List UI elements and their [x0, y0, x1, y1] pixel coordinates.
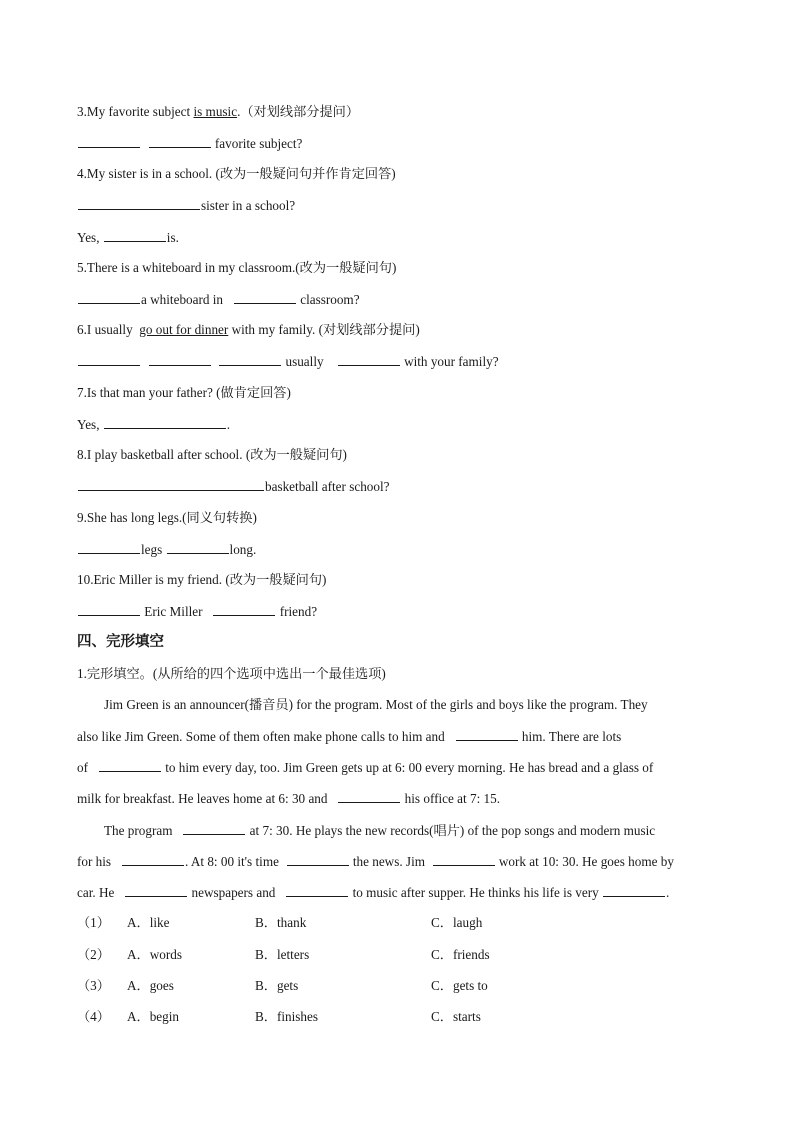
answer-blank[interactable]: [78, 196, 200, 210]
answer-blank[interactable]: [149, 352, 211, 366]
cloze-blank[interactable]: [603, 883, 665, 897]
answer-blank[interactable]: [219, 352, 281, 366]
cloze-blank[interactable]: [287, 852, 349, 866]
passage-line: [77, 727, 621, 746]
reply-end-text: .: [226, 417, 231, 432]
passage-text: at 7: 30. He plays the new records(唱片) of the pop songs and modern music: [249, 823, 656, 838]
q3-number: 3.: [77, 104, 87, 119]
answer-blank[interactable]: [78, 290, 140, 304]
answer-6-text: usually: [285, 354, 324, 369]
passage-line: [104, 821, 655, 840]
answer-blank[interactable]: [167, 540, 229, 554]
question-9: 9.She has long legs.(同义句转换): [77, 510, 257, 525]
cloze-blank[interactable]: [125, 883, 187, 897]
passage-text: to him every day, too. Jim Green gets up at 6: 00 every morning. He has bread and a glass of: [165, 760, 654, 775]
answer-6: [77, 352, 499, 371]
answer-blank[interactable]: [78, 540, 140, 554]
passage-text: work at 10: 30. He goes home by: [498, 854, 674, 869]
answer-blank[interactable]: [104, 228, 166, 242]
answer-10-end: friend?: [279, 604, 318, 619]
option-b[interactable]: B．gets: [255, 978, 299, 993]
answer-9: [77, 540, 256, 559]
passage-text: newspapers and: [191, 885, 276, 900]
answer-5-end: classroom?: [300, 292, 360, 307]
option-b[interactable]: B．thank: [255, 915, 307, 930]
passage-text: his office at 7: 15.: [404, 791, 501, 806]
passage-text: the news. Jim: [352, 854, 425, 869]
answer-9-text: legs: [141, 542, 163, 557]
option-c[interactable]: C．starts: [431, 1009, 481, 1024]
answer-blank[interactable]: [104, 415, 226, 429]
passage-text: to music after supper. He thinks his life is very: [352, 885, 599, 900]
passage-text: .: [666, 885, 670, 900]
option-number: （1）: [77, 915, 110, 930]
passage-text: milk for breakfast. He leaves home at 6: 30 and: [77, 791, 328, 806]
question-8: 8.I play basketball after school. (改为一般疑问句): [77, 447, 347, 462]
passage-line: [77, 852, 674, 871]
section-heading: 四、完形填空: [77, 634, 164, 650]
option-b[interactable]: B．finishes: [255, 1009, 319, 1024]
cloze-blank[interactable]: [183, 821, 245, 835]
q6-underlined-part: go out for dinner: [139, 322, 229, 337]
cloze-blank[interactable]: [456, 727, 518, 741]
yes-text: Yes,: [77, 230, 103, 245]
answer-7: [77, 415, 230, 434]
answer-4: [77, 196, 295, 215]
option-a[interactable]: A．like: [127, 915, 170, 930]
passage-text: car. He: [77, 885, 115, 900]
option-number: （4）: [77, 1009, 110, 1024]
option-number: （2）: [77, 947, 110, 962]
passage-line: [77, 789, 500, 808]
answer-blank[interactable]: [338, 352, 400, 366]
passage-text: him. There are lots: [521, 729, 622, 744]
cloze-blank[interactable]: [338, 789, 400, 803]
passage-line: [77, 883, 669, 902]
passage-line: [77, 758, 653, 777]
answer-5-text: a whiteboard in: [141, 292, 224, 307]
option-a[interactable]: A．begin: [127, 1009, 180, 1024]
question-5: 5.There is a whiteboard in my classroom.(改为一般疑问句): [77, 260, 397, 275]
option-c[interactable]: C．laugh: [431, 915, 483, 930]
answer-blank[interactable]: [78, 477, 264, 491]
answer-4-text: sister in a school?: [201, 198, 296, 213]
option-a[interactable]: A．words: [127, 947, 182, 962]
answer-6-end: with your family?: [404, 354, 499, 369]
cloze-blank[interactable]: [433, 852, 495, 866]
q6-text: 6.I usually: [77, 322, 136, 337]
q3-text: My favorite subject: [86, 104, 194, 119]
question-10: 10.Eric Miller is my friend. (改为一般疑问句): [77, 572, 327, 587]
q6-instruction: with my family. (对划线部分提问): [228, 322, 420, 337]
answer-4-reply: [77, 228, 179, 247]
answer-8: [77, 477, 390, 496]
answer-blank[interactable]: [234, 290, 296, 304]
option-c[interactable]: C．gets to: [431, 978, 488, 993]
answer-blank[interactable]: [78, 134, 140, 148]
option-a[interactable]: A．goes: [127, 978, 174, 993]
reply-end-text: is.: [166, 230, 179, 245]
answer-9-end: long.: [229, 542, 257, 557]
answer-3-text: favorite subject?: [214, 136, 303, 151]
answer-blank[interactable]: [78, 352, 140, 366]
question-4: 4.My sister is in a school. (改为一般疑问句并作肯定回答): [77, 166, 396, 181]
question-3: [77, 103, 359, 121]
q3-underlined-part: is music: [193, 104, 238, 119]
answer-10-text: Eric Miller: [144, 604, 203, 619]
answer-blank[interactable]: [149, 134, 211, 148]
option-number: （3）: [77, 978, 110, 993]
question-6: [77, 321, 420, 339]
question-7: 7.Is that man your father? (做肯定回答): [77, 385, 291, 400]
passage-text: The program: [104, 823, 173, 838]
cloze-blank[interactable]: [99, 758, 161, 772]
cloze-instruction: 1.完形填空。(从所给的四个选项中选出一个最佳选项): [77, 666, 386, 681]
passage-text: for his: [77, 854, 112, 869]
cloze-blank[interactable]: [286, 883, 348, 897]
answer-blank[interactable]: [78, 602, 140, 616]
q3-instruction: .（对划线部分提问）: [237, 104, 360, 119]
cloze-blank[interactable]: [122, 852, 184, 866]
passage-text: of: [77, 760, 88, 775]
answer-blank[interactable]: [213, 602, 275, 616]
passage-text: . At 8: 00 it's time: [184, 854, 279, 869]
option-b[interactable]: B．letters: [255, 947, 310, 962]
option-c[interactable]: C．friends: [431, 947, 490, 962]
answer-3: [77, 134, 302, 153]
passage-line: Jim Green is an announcer(播音员) for the program. Most of the girls and boys like the program. They: [104, 697, 648, 712]
yes-text: Yes,: [77, 417, 103, 432]
passage-text: also like Jim Green. Some of them often make phone calls to him and: [77, 729, 445, 744]
answer-10: [77, 602, 317, 621]
answer-8-text: basketball after school?: [265, 479, 390, 494]
answer-5: [77, 290, 360, 309]
